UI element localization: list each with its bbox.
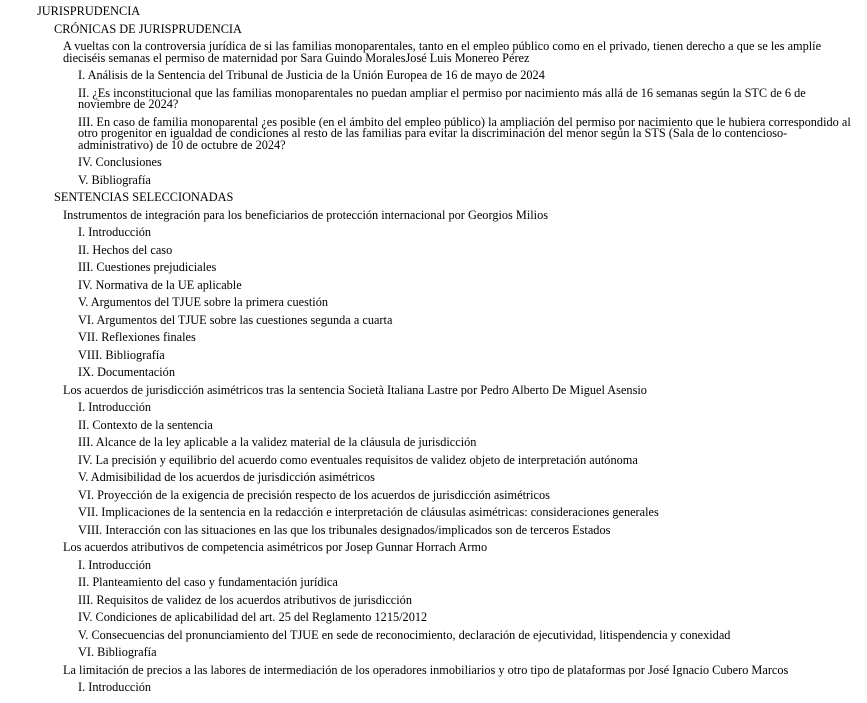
toc-item: II. Planteamiento del caso y fundamentación jurídica [78, 575, 338, 589]
toc-item: VIII. Bibliografía [78, 347, 165, 362]
toc-item: III. Alcance de la ley aplicable a la validez material de la cláusula de jurisdicción [78, 435, 477, 449]
toc-item: VII. Reflexiones finales [78, 330, 196, 344]
toc-article-title: Instrumentos de integración para los beneficiarios de protección internacional por Georgios Milios [63, 207, 549, 222]
toc-item: IV. Normativa de la UE aplicable [78, 277, 242, 292]
toc-article-title: A vueltas con la controversia jurídica de si las familias monoparentales, tanto en el empleo público como en el privado, tienen derecho a que se les amplíe dieciséis semanas el permiso de maternidad por Sara Guindo MoralesJosé Luis Monereo Pérez [63, 39, 822, 65]
toc-item: IX. Documentación [78, 365, 175, 379]
toc-item: IV. La precisión y equilibrio del acuerdo como eventuales requisitos de validez objeto de interpretación autónoma [78, 452, 638, 467]
toc-item: IV. Conclusiones [78, 155, 162, 169]
toc-subsection-heading: SENTENCIAS SELECCIONADAS [54, 190, 234, 204]
toc-item: I. Introducción [78, 225, 152, 239]
toc-item: VI. Proyección de la exigencia de precisión respecto de los acuerdos de jurisdicción asimétricos [78, 487, 550, 502]
toc-subsection-heading: CRÓNICAS DE JURISPRUDENCIA [54, 21, 242, 36]
toc-item: I. Análisis de la Sentencia del Tribunal de Justicia de la Unión Europea de 16 de mayo de 2024 [78, 68, 545, 82]
toc-item: II. Contexto de la sentencia [78, 417, 213, 432]
toc-item: V. Bibliografía [78, 172, 151, 187]
toc-item: III. Requisitos de validez de los acuerdos atributivos de jurisdicción [78, 592, 412, 607]
toc-item: VI. Bibliografía [78, 645, 157, 659]
toc-item: VIII. Interacción con las situaciones en las que los tribunales designados/implicados son de terceros Estados [78, 522, 611, 537]
toc-item: IV. Condiciones de aplicabilidad del art. 25 del Reglamento 1215/2012 [78, 610, 428, 624]
toc-item: VII. Implicaciones de la sentencia en la redacción e interpretación de cláusulas asimétricas: consideraciones generales [78, 505, 659, 519]
toc-item: II. Hechos del caso [78, 242, 173, 257]
toc-item: III. En caso de familia monoparental ¿es posible (en el ámbito del empleo público) la ampliación del permiso por nacimiento que le hubiera correspondido al otro progenitor en igualdad de condiciones al resto de las familias para evitar la discriminación del menor según la STS (Sala de lo contencioso-administrativo) de 10 de octubre de 2024? [78, 114, 851, 152]
toc-item: V. Admisibilidad de los acuerdos de jurisdicción asimétricos [78, 470, 375, 484]
toc-item: I. Introducción [78, 400, 152, 414]
toc-item: II. ¿Es inconstitucional que las familias monoparentales no puedan ampliar el permiso por nacimiento más allá de 16 semanas según la STC de 6 de noviembre de 2024? [78, 85, 806, 111]
toc-item: I. Introducción [78, 557, 152, 572]
toc-section-heading: JURISPRUDENCIA [37, 4, 141, 18]
toc-item: V. Consecuencias del pronunciamiento del TJUE en sede de reconocimiento, declaración de ejecutividad, litispendencia y conexidad [78, 627, 731, 642]
toc-item: III. Cuestiones prejudiciales [78, 260, 217, 274]
toc-article-title: Los acuerdos atributivos de competencia asimétricos por Josep Gunnar Horrach Armo [63, 540, 488, 554]
toc-item: I. Introducción [78, 680, 152, 694]
toc-item: V. Argumentos del TJUE sobre la primera cuestión [78, 295, 328, 309]
toc-article-title: La limitación de precios a las labores de intermediación de los operadores inmobiliarios y otro tipo de plataformas por José Ignacio Cubero Marcos [63, 662, 789, 677]
toc-item: VI. Argumentos del TJUE sobre las cuestiones segunda a cuarta [78, 312, 393, 327]
toc-article-title: Los acuerdos de jurisdicción asimétricos tras la sentencia Società Italiana Lastre por Pedro Alberto De Miguel Asensio [63, 382, 647, 397]
